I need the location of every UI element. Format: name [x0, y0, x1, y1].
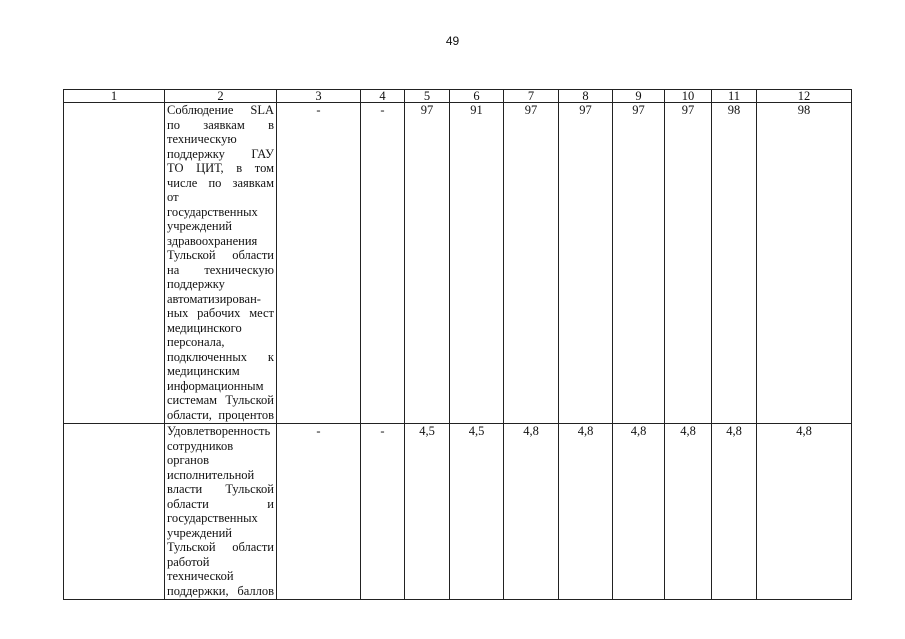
table-cell: 4,8: [613, 424, 665, 600]
description-line: автоматизирован-: [167, 291, 261, 306]
description-line: Тульской области: [167, 248, 274, 262]
description-line: власти Тульской: [167, 482, 274, 496]
description-line: системам Тульской: [167, 393, 274, 407]
description-line: государственных: [167, 204, 258, 219]
table-cell: 97: [504, 103, 559, 424]
page-number: 49: [445, 34, 460, 48]
table-cell: 4,8: [559, 424, 613, 600]
table-cell: 98: [712, 103, 757, 424]
table-cell: [64, 424, 165, 600]
description-line: Соблюдение SLA: [167, 103, 274, 117]
column-header: 7: [504, 90, 559, 103]
description-line: информационным: [167, 378, 264, 393]
column-header: 12: [757, 90, 852, 103]
table-row: [64, 424, 852, 600]
description-line: по заявкам в: [167, 117, 274, 132]
description-line: учреждений: [167, 525, 232, 540]
description-line: исполнительной: [167, 467, 255, 482]
description-line: числе по заявкам: [167, 175, 274, 190]
description-line: от: [167, 190, 179, 204]
description-line: техническую: [167, 132, 237, 146]
table-cell: -: [361, 424, 405, 600]
table-cell: 4,8: [712, 424, 757, 600]
column-header: 1: [64, 90, 165, 103]
description-line: подключенных к: [167, 349, 274, 364]
description-line: на техническую: [167, 262, 274, 277]
column-header: 6: [450, 90, 504, 103]
column-header: 2: [165, 90, 277, 103]
description-line: медицинского: [167, 320, 242, 335]
description-line: здравоохранения: [167, 233, 258, 248]
table-cell: 4,8: [504, 424, 559, 600]
table-cell: 97: [405, 103, 450, 424]
column-header: 9: [613, 90, 665, 103]
description-line: области и: [167, 496, 274, 511]
indicators-table: [63, 89, 852, 600]
table-cell: 97: [665, 103, 712, 424]
description-line: Тульской области: [167, 540, 274, 554]
description-line: технической: [167, 569, 234, 583]
description-line: поддержку ГАУ: [167, 146, 274, 161]
column-header: 5: [405, 90, 450, 103]
indicator-description: [165, 103, 277, 424]
table-cell: -: [277, 424, 361, 600]
table-cell: 97: [613, 103, 665, 424]
description-line: работой: [167, 554, 210, 569]
table-header-row: [64, 90, 852, 103]
table-cell: 91: [450, 103, 504, 424]
description-line: ТО ЦИТ, в том: [167, 161, 274, 175]
description-line: поддержку: [167, 277, 225, 291]
column-header: 11: [712, 90, 757, 103]
table-cell: 4,5: [405, 424, 450, 600]
description-line: государственных: [167, 511, 258, 525]
column-header: 10: [665, 90, 712, 103]
indicator-description: [165, 424, 277, 600]
table-cell: 97: [559, 103, 613, 424]
table-cell: -: [361, 103, 405, 424]
table-cell: 4,5: [450, 424, 504, 600]
table-row: [64, 103, 852, 424]
table-cell: 98: [757, 103, 852, 424]
description-line: поддержки, баллов: [167, 583, 274, 598]
description-line: области, процентов: [167, 407, 274, 422]
description-line: органов: [167, 453, 210, 467]
description-line: сотрудников: [167, 438, 234, 453]
column-header: 3: [277, 90, 361, 103]
table-cell: -: [277, 103, 361, 424]
description-line: Удовлетворенность: [167, 424, 271, 438]
table-cell: 4,8: [665, 424, 712, 600]
description-line: медицинским: [167, 364, 240, 378]
table-cell: 4,8: [757, 424, 852, 600]
column-header: 4: [361, 90, 405, 103]
description-line: ных рабочих мест: [167, 306, 274, 320]
description-line: учреждений: [167, 219, 232, 233]
column-header: 8: [559, 90, 613, 103]
table-cell: [64, 103, 165, 424]
description-line: персонала,: [167, 335, 225, 349]
